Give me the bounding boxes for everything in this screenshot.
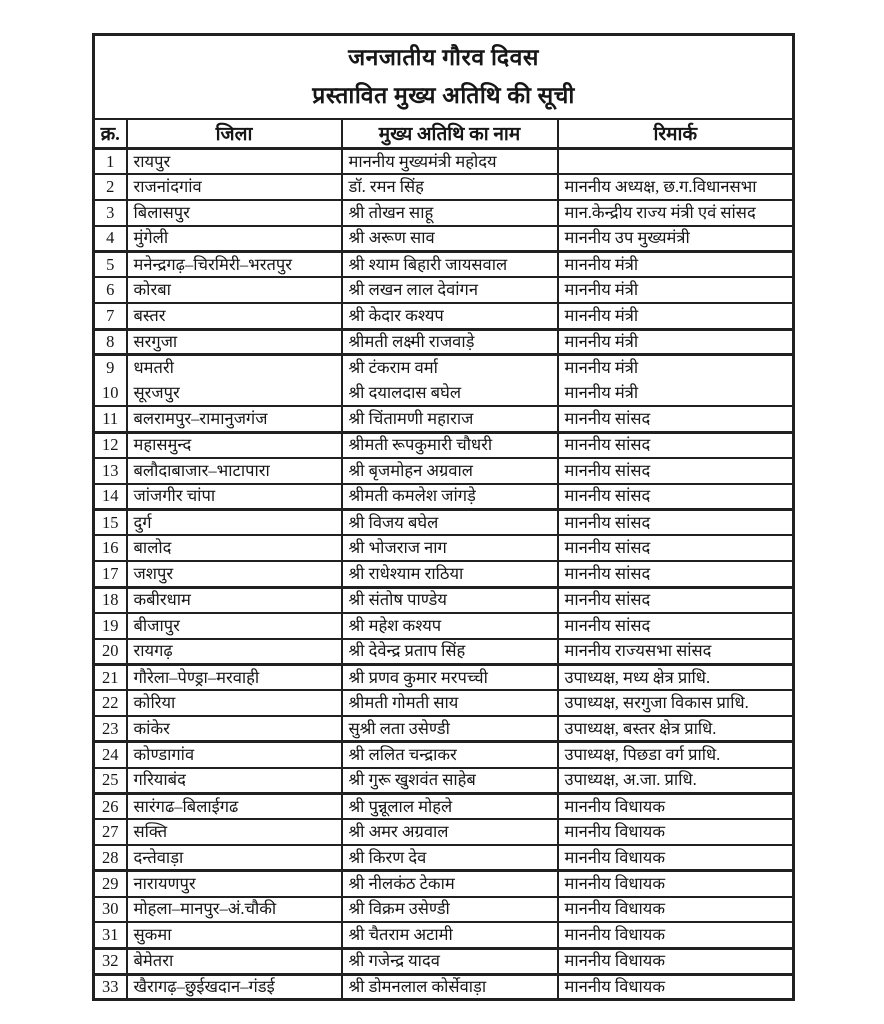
district-name: बालोद	[127, 535, 342, 561]
table-row	[94, 226, 794, 252]
guest-name: श्री श्याम बिहारी जायसवाल	[342, 252, 558, 278]
remark-text: माननीय सांसद	[558, 587, 794, 613]
table-row	[94, 406, 794, 432]
remark-text: माननीय सांसद	[558, 561, 794, 587]
table-row	[94, 716, 794, 742]
table-row	[94, 458, 794, 484]
table-row	[94, 845, 794, 871]
table-row	[94, 561, 794, 587]
remark-text: उपाध्यक्ष, बस्तर क्षेत्र प्राधि.	[558, 716, 794, 742]
district-name: राजनांदगांव	[127, 174, 342, 200]
district-name: रायपुर	[127, 149, 342, 175]
serial-number: 13	[94, 458, 127, 484]
table-row	[94, 690, 794, 716]
district-name: कबीरधाम	[127, 587, 342, 613]
serial-number: 27	[94, 819, 127, 845]
guest-name: श्री ललित चन्द्राकर	[342, 742, 558, 768]
district-name: बिलासपुर	[127, 200, 342, 226]
serial-number: 22	[94, 690, 127, 716]
serial-number: 2	[94, 174, 127, 200]
serial-number: 31	[94, 922, 127, 948]
serial-number: 8	[94, 329, 127, 355]
guest-name: श्रीमती कमलेश जांगड़े	[342, 484, 558, 510]
district-name: धमतरी	[127, 355, 342, 381]
table-row	[94, 819, 794, 845]
guest-name: श्री प्रणव कुमार मरपच्ची	[342, 664, 558, 690]
serial-number: 32	[94, 948, 127, 974]
col-header-serial: क्र.	[94, 119, 127, 149]
document-subtitle: प्रस्तावित मुख्य अतिथि की सूची	[312, 82, 575, 108]
serial-number: 30	[94, 897, 127, 923]
serial-number: 15	[94, 510, 127, 536]
district-name: सूरजपुर	[127, 381, 342, 407]
table-row	[94, 793, 794, 819]
district-name: बलौदाबाजार–भाटापारा	[127, 458, 342, 484]
serial-number: 33	[94, 974, 127, 1000]
serial-number: 26	[94, 793, 127, 819]
district-name: सरगुजा	[127, 329, 342, 355]
guest-name: श्रीमती लक्ष्मी राजवाड़े	[342, 329, 558, 355]
table-row	[94, 768, 794, 794]
serial-number: 11	[94, 406, 127, 432]
table-row	[94, 613, 794, 639]
serial-number: 16	[94, 535, 127, 561]
table-row	[94, 587, 794, 613]
district-name: कोरबा	[127, 277, 342, 303]
guest-name: श्री किरण देव	[342, 845, 558, 871]
remark-text: मान.केन्द्रीय राज्य मंत्री एवं सांसद	[558, 200, 794, 226]
table-row	[94, 252, 794, 278]
table-row	[94, 742, 794, 768]
remark-text: माननीय विधायक	[558, 974, 794, 1000]
remark-text: उपाध्यक्ष, अ.जा. प्राधि.	[558, 768, 794, 794]
guest-name: श्री तोखन साहू	[342, 200, 558, 226]
guest-list-table	[92, 33, 795, 1001]
remark-text: माननीय मंत्री	[558, 329, 794, 355]
remark-text: उपाध्यक्ष, मध्य क्षेत्र प्राधि.	[558, 664, 794, 690]
remark-text: माननीय सांसद	[558, 510, 794, 536]
serial-number: 6	[94, 277, 127, 303]
remark-text: माननीय अध्यक्ष, छ.ग.विधानसभा	[558, 174, 794, 200]
guest-name: श्री संतोष पाण्डेय	[342, 587, 558, 613]
district-name: मुंगेली	[127, 226, 342, 252]
table-row	[94, 948, 794, 974]
guest-name: माननीय मुख्यमंत्री महोदय	[342, 149, 558, 175]
remark-text: माननीय मंत्री	[558, 355, 794, 381]
serial-number: 28	[94, 845, 127, 871]
district-name: बस्तर	[127, 303, 342, 329]
serial-number: 18	[94, 587, 127, 613]
serial-number: 20	[94, 639, 127, 665]
remark-text: माननीय सांसद	[558, 458, 794, 484]
district-name: दुर्ग	[127, 510, 342, 536]
title-row	[94, 35, 794, 119]
remark-text: माननीय सांसद	[558, 484, 794, 510]
table-row	[94, 329, 794, 355]
guest-name: श्री विजय बघेल	[342, 510, 558, 536]
remark-text: उपाध्यक्ष, पिछडा वर्ग प्राधि.	[558, 742, 794, 768]
remark-text	[558, 149, 794, 175]
remark-text: माननीय मंत्री	[558, 252, 794, 278]
guest-name: श्रीमती गोमती साय	[342, 690, 558, 716]
table-row	[94, 200, 794, 226]
guest-name: श्री दयालदास बघेल	[342, 381, 558, 407]
table-row	[94, 897, 794, 923]
serial-number: 14	[94, 484, 127, 510]
guest-name: श्री डोमनलाल कोर्सेवाड़ा	[342, 974, 558, 1000]
district-name: कांकेर	[127, 716, 342, 742]
serial-number: 17	[94, 561, 127, 587]
guest-name: श्री महेश कश्यप	[342, 613, 558, 639]
serial-number: 12	[94, 432, 127, 458]
table-row	[94, 974, 794, 1000]
guest-name: श्री पुन्नूलाल मोहले	[342, 793, 558, 819]
document-title: जनजातीय गौरव दिवस	[348, 44, 539, 70]
serial-number: 5	[94, 252, 127, 278]
remark-text: माननीय विधायक	[558, 793, 794, 819]
col-header-district: जिला	[127, 119, 342, 149]
serial-number: 23	[94, 716, 127, 742]
remark-text: माननीय मंत्री	[558, 381, 794, 407]
district-name: जांजगीर चांपा	[127, 484, 342, 510]
serial-number: 1	[94, 149, 127, 175]
table-row	[94, 174, 794, 200]
district-name: मनेन्द्रगढ़–चिरमिरी–भरतपुर	[127, 252, 342, 278]
table-row	[94, 510, 794, 536]
district-name: मोहला–मानपुर–अं.चौकी	[127, 897, 342, 923]
district-name: महासमुन्द	[127, 432, 342, 458]
guest-name: श्री लखन लाल देवांगन	[342, 277, 558, 303]
remark-text: माननीय विधायक	[558, 897, 794, 923]
remark-text: माननीय सांसद	[558, 535, 794, 561]
guest-name: डॉ. रमन सिंह	[342, 174, 558, 200]
remark-text: माननीय उप मुख्यमंत्री	[558, 226, 794, 252]
district-name: कोरिया	[127, 690, 342, 716]
table-row	[94, 484, 794, 510]
serial-number: 21	[94, 664, 127, 690]
guest-name: श्री केदार कश्यप	[342, 303, 558, 329]
guest-name: श्री चैतराम अटामी	[342, 922, 558, 948]
remark-text: माननीय मंत्री	[558, 277, 794, 303]
table-row	[94, 303, 794, 329]
remark-text: माननीय विधायक	[558, 948, 794, 974]
title-cell	[94, 35, 794, 119]
table-row	[94, 381, 794, 407]
guest-name: श्री राधेश्याम राठिया	[342, 561, 558, 587]
district-name: खैरागढ़–छुईखदान–गंडई	[127, 974, 342, 1000]
district-name: सारंगढ–बिलाईगढ	[127, 793, 342, 819]
remark-text: माननीय राज्यसभा सांसद	[558, 639, 794, 665]
guest-name: श्री विक्रम उसेण्डी	[342, 897, 558, 923]
guest-name: श्री गजेन्द्र यादव	[342, 948, 558, 974]
remark-text: माननीय विधायक	[558, 819, 794, 845]
district-name: बेमेतरा	[127, 948, 342, 974]
district-name: जशपुर	[127, 561, 342, 587]
col-header-guest: मुख्य अतिथि का नाम	[342, 119, 558, 149]
col-header-remark: रिमार्क	[558, 119, 794, 149]
guest-name: श्री देवेन्द्र प्रताप सिंह	[342, 639, 558, 665]
district-name: नारायणपुर	[127, 871, 342, 897]
serial-number: 3	[94, 200, 127, 226]
district-name: सुकमा	[127, 922, 342, 948]
table-row	[94, 149, 794, 175]
table-row	[94, 535, 794, 561]
guest-name: श्री चिंतामणी महाराज	[342, 406, 558, 432]
district-name: दन्तेवाड़ा	[127, 845, 342, 871]
district-name: बीजापुर	[127, 613, 342, 639]
district-name: रायगढ़	[127, 639, 342, 665]
remark-text: माननीय सांसद	[558, 432, 794, 458]
remark-text: उपाध्यक्ष, सरगुजा विकास प्राधि.	[558, 690, 794, 716]
guest-name: श्री टंकराम वर्मा	[342, 355, 558, 381]
serial-number: 4	[94, 226, 127, 252]
guest-table-body	[94, 149, 794, 1000]
district-name: बलरामपुर–रामानुजगंज	[127, 406, 342, 432]
guest-name: श्री गुरू खुशवंत साहेब	[342, 768, 558, 794]
guest-name: श्री नीलकंठ टेकाम	[342, 871, 558, 897]
district-name: गरियाबंद	[127, 768, 342, 794]
table-row	[94, 432, 794, 458]
guest-name: श्री बृजमोहन अग्रवाल	[342, 458, 558, 484]
table-row	[94, 922, 794, 948]
remark-text: माननीय विधायक	[558, 922, 794, 948]
guest-name: श्री भोजराज नाग	[342, 535, 558, 561]
table-row	[94, 664, 794, 690]
remark-text: माननीय सांसद	[558, 406, 794, 432]
serial-number: 19	[94, 613, 127, 639]
serial-number: 10	[94, 381, 127, 407]
district-name: गौरेला–पेण्ड्रा–मरवाही	[127, 664, 342, 690]
district-name: सक्ति	[127, 819, 342, 845]
remark-text: माननीय मंत्री	[558, 303, 794, 329]
serial-number: 29	[94, 871, 127, 897]
district-name: कोण्डागांव	[127, 742, 342, 768]
table-row	[94, 639, 794, 665]
guest-name: श्री अमर अग्रवाल	[342, 819, 558, 845]
remark-text: माननीय विधायक	[558, 845, 794, 871]
guest-name: श्रीमती रूपकुमारी चौधरी	[342, 432, 558, 458]
serial-number: 7	[94, 303, 127, 329]
table-row	[94, 277, 794, 303]
remark-text: माननीय सांसद	[558, 613, 794, 639]
serial-number: 24	[94, 742, 127, 768]
serial-number: 25	[94, 768, 127, 794]
guest-name: श्री अरूण साव	[342, 226, 558, 252]
table-row	[94, 355, 794, 381]
table-row	[94, 871, 794, 897]
guest-name: सुश्री लता उसेण्डी	[342, 716, 558, 742]
remark-text: माननीय विधायक	[558, 871, 794, 897]
serial-number: 9	[94, 355, 127, 381]
column-header-row	[94, 119, 794, 149]
